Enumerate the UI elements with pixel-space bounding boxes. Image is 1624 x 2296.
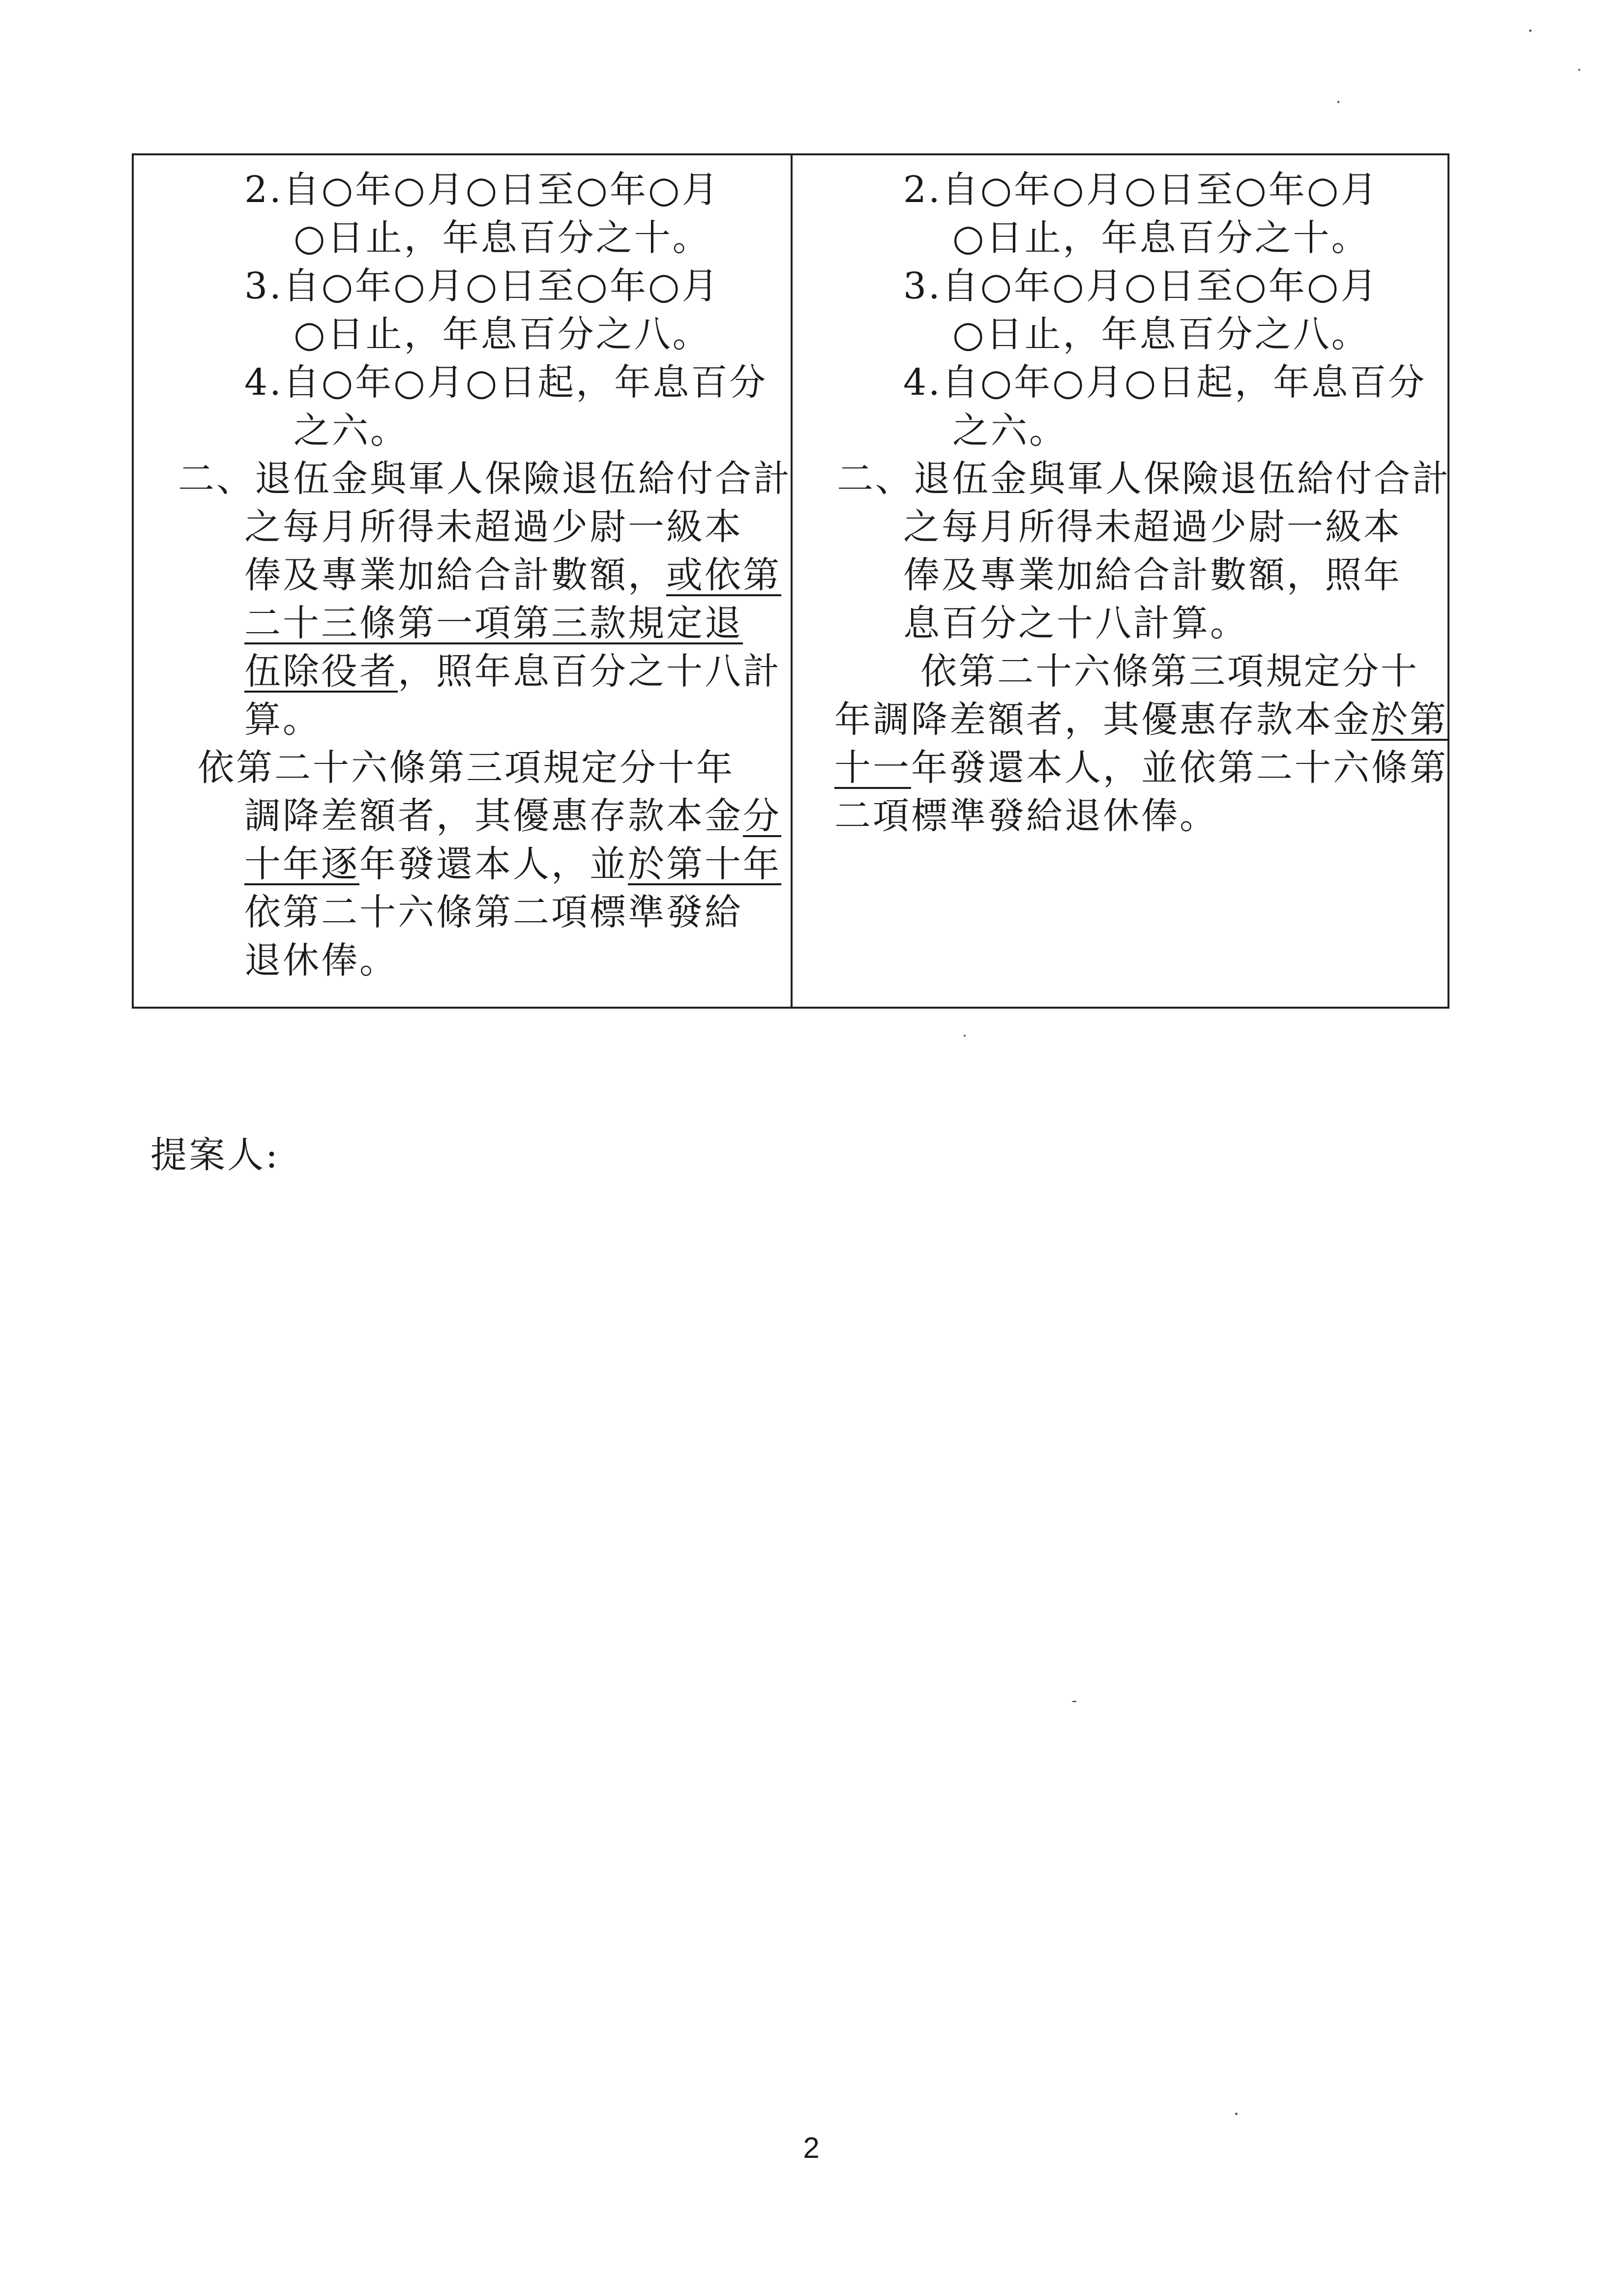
scan-speck <box>1578 69 1580 71</box>
text-segment: ○日止，年息百分之十。 <box>294 217 711 259</box>
left-column <box>134 155 791 1007</box>
text-segment: 依第二十六條第二項標準發給 <box>244 891 743 933</box>
table-text-line <box>244 936 398 985</box>
text-segment: 年調降差額者，其優惠存款本金 <box>834 698 1371 741</box>
text-segment: 二、退伍金與軍人保險退伍給付合計 <box>837 458 1450 500</box>
table-text-line <box>244 262 720 311</box>
scan-speck <box>1235 2113 1238 2115</box>
scan-speck <box>964 1035 966 1037</box>
table-text-line <box>834 791 1218 841</box>
text-segment: ○日止，年息百分之八。 <box>294 313 711 355</box>
table-text-line <box>198 743 735 792</box>
proposer-label: 提案人: <box>150 1134 280 1176</box>
text-segment: 之每月所得未超過少尉一級本 <box>903 506 1402 548</box>
table-text-line <box>244 551 781 600</box>
table-text-line <box>244 165 720 214</box>
text-segment: 3.自○年○月○日至○年○月 <box>244 265 720 307</box>
text-segment: 4.自○年○月○日起，年息百分 <box>244 361 768 404</box>
text-segment: 之六。 <box>952 409 1067 452</box>
table-text-line <box>952 406 1067 455</box>
text-segment: 3.自○年○月○日至○年○月 <box>903 265 1379 307</box>
text-segment: 年發還本人，並 <box>359 843 628 885</box>
text-segment: 4.自○年○月○日起，年息百分 <box>903 361 1427 404</box>
table-text-line <box>244 647 781 696</box>
table-text-line <box>903 502 1402 552</box>
underlined-text: 十年逐 <box>244 843 359 885</box>
table-text-line <box>294 310 711 359</box>
text-segment: 息百分之十八計算。 <box>903 602 1248 644</box>
table-text-line <box>903 599 1248 648</box>
table-text-line <box>244 695 321 744</box>
text-segment: 算。 <box>244 698 321 741</box>
table-text-line <box>244 358 768 407</box>
text-segment: 2.自○年○月○日至○年○月 <box>244 169 720 211</box>
text-segment: 之六。 <box>294 409 409 452</box>
scan-speck <box>1337 101 1339 103</box>
text-segment: 俸及專業加給合計數額，照年 <box>903 554 1402 596</box>
text-segment: ，照年息百分之十八計 <box>398 650 781 693</box>
underlined-text: 二十三條第一項第三款規定退 <box>244 602 743 644</box>
table-text-line <box>920 647 1419 696</box>
scan-speck <box>1529 29 1532 32</box>
comparison-table <box>132 153 1449 1009</box>
table-text-line <box>903 262 1379 311</box>
text-segment: ○日止，年息百分之十。 <box>952 217 1370 259</box>
text-segment: 依第二十六條第三項規定分十 <box>920 650 1419 693</box>
underlined-text: 於第十年 <box>628 843 781 885</box>
table-text-line <box>294 213 711 262</box>
text-segment: 二、退伍金與軍人保險退伍給付合計 <box>178 458 792 500</box>
text-segment: ○日止，年息百分之八。 <box>952 313 1370 355</box>
text-segment: 二項標準發給退休俸。 <box>834 795 1218 837</box>
table-text-line <box>294 406 409 455</box>
text-segment: 退休俸。 <box>244 939 398 982</box>
table-text-line <box>903 165 1379 214</box>
table-text-line <box>903 358 1426 407</box>
text-segment: 依第二十六條第三項規定分十年 <box>198 747 735 789</box>
scan-speck <box>1072 1701 1077 1702</box>
text-segment: 年發還本人，並依第二十六條第 <box>911 747 1448 789</box>
table-text-line <box>903 551 1402 600</box>
table-text-line <box>244 840 781 889</box>
underlined-text: 或依第 <box>666 554 781 596</box>
underlined-text: 十一 <box>834 747 911 789</box>
underlined-text: 分 <box>743 795 781 837</box>
table-text-line <box>834 695 1448 744</box>
text-segment: 之每月所得未超過少尉一級本 <box>244 506 743 548</box>
text-segment: 調降差額者，其優惠存款本金 <box>244 795 743 837</box>
table-text-line <box>244 502 743 552</box>
table-text-line <box>244 888 743 937</box>
underlined-text: 伍除役者 <box>244 650 398 693</box>
text-segment: 2.自○年○月○日至○年○月 <box>903 169 1379 211</box>
table-text-line <box>244 599 743 648</box>
page-number: 2 <box>803 2131 820 2164</box>
table-text-line <box>244 791 781 841</box>
underlined-text: 於第 <box>1371 698 1448 741</box>
table-text-line <box>834 743 1448 792</box>
table-text-line <box>837 454 1450 503</box>
text-segment: 俸及專業加給合計數額， <box>244 554 666 596</box>
table-text-line <box>952 213 1370 262</box>
table-text-line <box>178 454 792 503</box>
right-column <box>791 155 1450 1007</box>
table-text-line <box>952 310 1370 359</box>
